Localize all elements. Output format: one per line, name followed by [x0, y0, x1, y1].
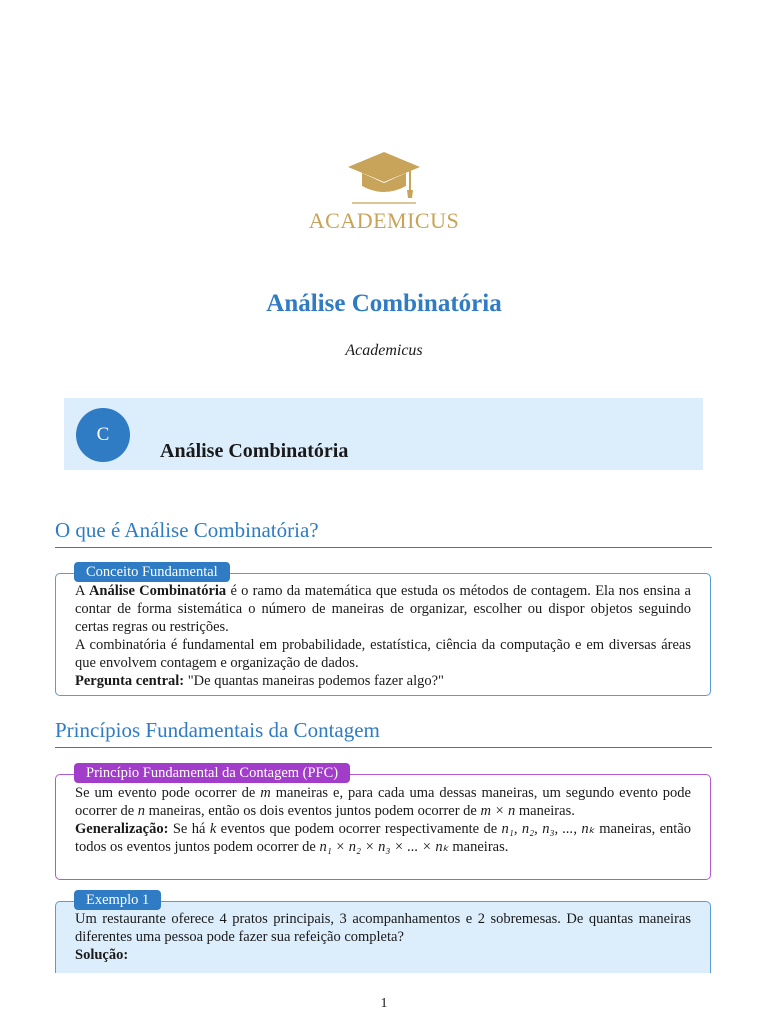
example-solution-label: Solução: — [75, 947, 129, 963]
example-tag: Exemplo 1 — [74, 890, 161, 910]
chapter-badge: C — [76, 408, 130, 462]
document-author: Academicus — [345, 342, 423, 359]
pfc-box — [55, 765, 711, 880]
example-box — [55, 892, 711, 973]
graduation-cap-icon — [344, 150, 424, 204]
logo-text: ACADEMICUS — [308, 208, 460, 233]
chapter-header — [64, 398, 703, 470]
section-heading-what-is: O que é Análise Combinatória? — [55, 518, 712, 548]
document-title: Análise Combinatória — [266, 290, 502, 317]
concept-paragraph-2: A combinatória é fundamental em probabilidade, estatística, ciência da computação e em diversas áreas que envolvem contagem e organização de dados. — [75, 637, 691, 671]
concept-tag: Conceito Fundamental — [74, 562, 230, 582]
page-number: 1 — [380, 996, 388, 1011]
concept-paragraph-3: Pergunta central: "De quantas maneiras podemos fazer algo?" — [75, 673, 444, 689]
concept-box — [55, 564, 711, 696]
example-paragraph: Um restaurante oferece 4 pratos principais, 3 acompanhamentos e 2 sobremesas. De quantas maneiras diferentes uma pessoa pode fazer sua refeição completa? — [75, 911, 691, 945]
academicus-logo — [0, 150, 768, 234]
section-heading-principles: Princípios Fundamentais da Contagem — [55, 718, 712, 748]
chapter-title: Análise Combinatória — [160, 440, 349, 462]
pfc-paragraph-2: Generalização: Se há k eventos que podem ocorrer respectivamente de n₁, n₂, n₃, ..., nₖ maneiras, então todos os eventos juntos podem ocorrer de n₁ × n₂ × n₃ × ... × nₖ maneiras. — [75, 821, 692, 855]
concept-paragraph-1: A Análise Combinatória é o ramo da matemática que estuda os métodos de contagem. Ela nos ensina a contar de forma sistemática o número de maneiras de organizar, escolher ou dispor objetos seguindo certas regras ou restrições. — [75, 583, 691, 635]
pfc-tag: Princípio Fundamental da Contagem (PFC) — [74, 763, 350, 783]
pfc-paragraph-1: Se um evento pode ocorrer de m maneiras e, para cada uma dessas maneiras, um segundo evento pode ocorrer de n maneiras, então os dois eventos juntos podem ocorrer de m × n maneiras. — [75, 785, 691, 819]
